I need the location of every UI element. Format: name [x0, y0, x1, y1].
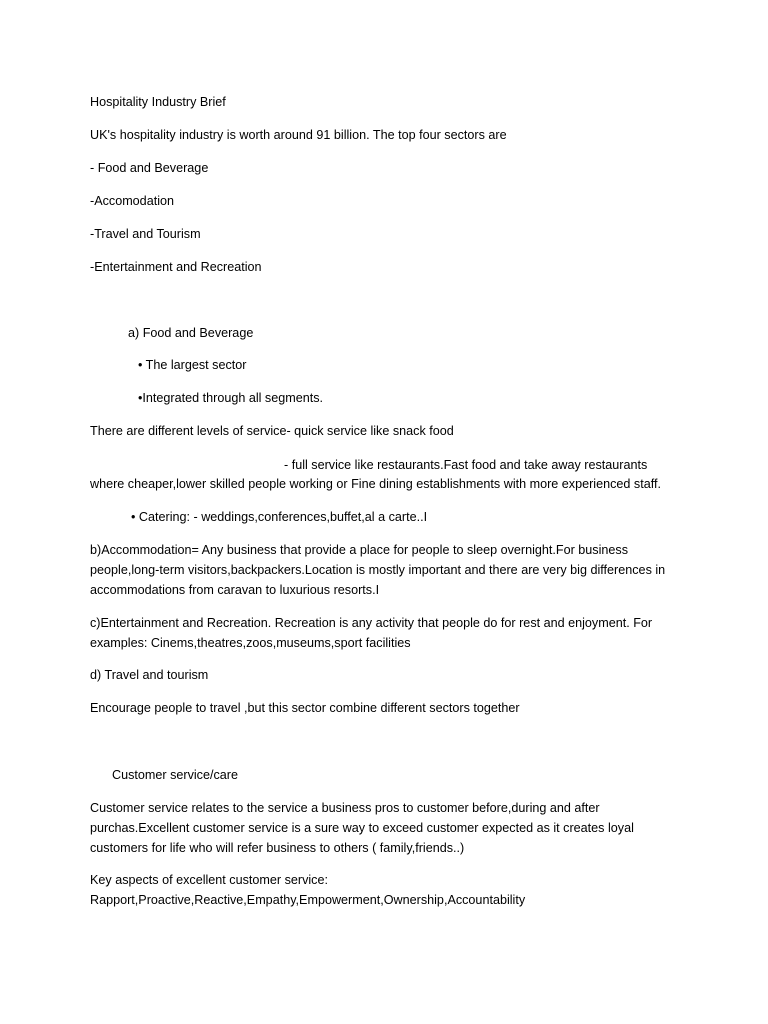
paragraph-line: examples: Cinems,theatres,zoos,museums,sport facilities: [90, 636, 411, 650]
paragraph-line: purchas.Excellent customer service is a sure way to exceed customer expected as it creates loyal: [90, 821, 634, 835]
bullet-item: •Integrated through all segments.: [138, 391, 324, 405]
service-levels-text: There are different levels of service- quick service like snack food: [90, 424, 454, 438]
paragraph-line: b)Accommodation= Any business that provide a place for people to sleep overnight.For business: [90, 543, 628, 557]
full-service-text-cont: where cheaper,lower skilled people working or Fine dining establishments with more experienced staff.: [90, 477, 661, 491]
section-a-heading: a) Food and Beverage: [128, 326, 254, 340]
paragraph-line: people,long-term visitors,backpackers.Location is mostly important and there are very big differences in: [90, 563, 666, 577]
full-service-text: - full service like restaurants.Fast food and take away restaurants: [284, 458, 648, 472]
paragraph-line: Customer service relates to the service a business pros to customer before,during and after: [90, 801, 600, 815]
section-d-heading: d) Travel and tourism: [90, 668, 209, 682]
paragraph-line: Key aspects of excellent customer service:: [90, 873, 328, 887]
catering-bullet: • Catering: - weddings,conferences,buffet,al a carte..I: [131, 510, 428, 524]
bullet-item: • The largest sector: [138, 358, 247, 372]
section-d-text: Encourage people to travel ,but this sector combine different sectors together: [90, 701, 520, 715]
sector-item: -Accomodation: [90, 194, 174, 208]
section-c-paragraph: [90, 613, 690, 653]
paragraph-line: customers for life who will refer business to others ( family,friends..): [90, 841, 465, 855]
paragraph-line: Rapport,Proactive,Reactive,Empathy,Empowerment,Ownership,Accountability: [90, 893, 526, 907]
sector-item: -Travel and Tourism: [90, 227, 201, 241]
sector-item: - Food and Beverage: [90, 161, 209, 175]
customer-paragraph: [90, 798, 690, 858]
section-b-paragraph: [90, 540, 690, 600]
intro-text: UK's hospitality industry is worth around 91 billion. The top four sectors are: [90, 128, 507, 142]
key-aspects-paragraph: [90, 870, 690, 910]
document-title: Hospitality Industry Brief: [90, 95, 226, 109]
paragraph-line: accommodations from caravan to luxurious resorts.I: [90, 583, 380, 597]
sector-item: -Entertainment and Recreation: [90, 260, 262, 274]
customer-heading: Customer service/care: [112, 768, 238, 782]
paragraph-line: c)Entertainment and Recreation. Recreation is any activity that people do for rest and enjoyment. For: [90, 616, 653, 630]
